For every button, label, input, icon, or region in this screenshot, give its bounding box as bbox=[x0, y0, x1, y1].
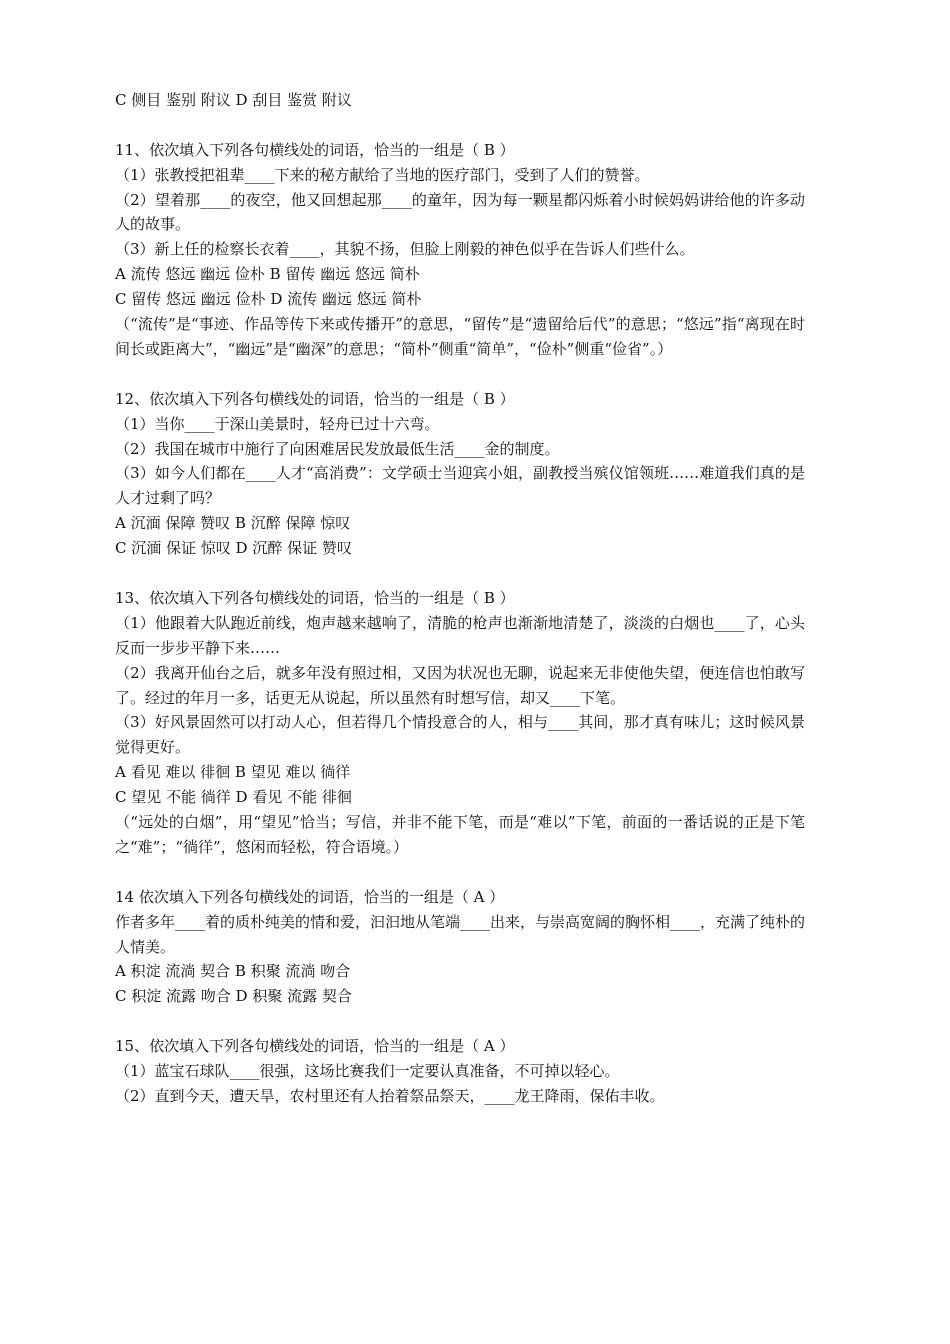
paragraph-gap bbox=[115, 860, 805, 885]
question-13-options-cd: C 望见 不能 徜徉 D 看见 不能 徘徊 bbox=[115, 788, 352, 807]
question-11-explanation: （“流传”是“事迹、作品等传下来或传播开”的意思，“留传”是“遗留给后代”的意思；“悠远”指“离现在时间长或距离大”，“幽远”是“幽深”的意思；“简朴”侧重“简单”，“俭朴”侧重“俭省”。） bbox=[115, 315, 805, 358]
question-15-stem: 15、依次填入下列各句横线处的词语，恰当的一组是（ A ） bbox=[115, 1037, 515, 1056]
paragraph-gap bbox=[115, 113, 805, 138]
question-11-options-cd: C 留传 悠远 幽远 俭朴 D 流传 幽远 悠远 简朴 bbox=[115, 290, 422, 309]
paragraph-gap bbox=[115, 362, 805, 387]
paragraph-gap bbox=[115, 1009, 805, 1034]
question-12-sentence-1: （1）当你____于深山美景时，轻舟已过十六弯。 bbox=[115, 414, 440, 433]
question-13-explanation: （“远处的白烟”，用“望见”恰当；写信，并非不能下笔，而是“难以”下笔，前面的一番话说的正是下笔之“难”；“徜徉”，悠闲而轻松，符合语境。） bbox=[115, 813, 805, 856]
question-13-sentence-2: （2）我离开仙台之后，就多年没有照过相，又因为状况也无聊，说起来无非使他失望，便连信也怕敢写了。经过的年月一多，话更无从说起，所以虽然有时想写信，却又____下笔。 bbox=[115, 663, 805, 707]
question-11-sentence-3: （3）新上任的检察长衣着____，其貌不扬，但脸上刚毅的神色似乎在告诉人们些什么。 bbox=[115, 240, 695, 259]
question-13-options-ab: A 看见 难以 徘徊 B 望见 难以 徜徉 bbox=[115, 763, 351, 782]
paragraph-gap bbox=[115, 561, 805, 586]
option-line: C 侧目 鉴别 附议 D 刮目 鉴赏 附议 bbox=[115, 91, 352, 109]
question-11-stem: 11、依次填入下列各句横线处的词语，恰当的一组是（ B ） bbox=[115, 140, 515, 159]
question-12-sentence-2: （2）我国在城市中施行了向困难居民发放最低生活____金的制度。 bbox=[115, 439, 560, 458]
document-body bbox=[115, 88, 805, 1109]
question-11-sentence-2: （2）望着那____的夜空，他又回想起那____的童年，因为每一颗星都闪烁着小时候妈妈讲给他的许多动人的故事。 bbox=[115, 190, 805, 234]
question-12-sentence-3: （3）如今人们都在____人才“高消费”：文学硕士当迎宾小姐，副教授当殡仪馆领班……难道我们真的是人才过剩了吗？ bbox=[115, 464, 805, 508]
question-14-options-cd: C 积淀 流露 吻合 D 积聚 流露 契合 bbox=[115, 987, 352, 1006]
question-11-sentence-1: （1）张教授把祖辈____下来的秘方献给了当地的医疗部门，受到了人们的赞誉。 bbox=[115, 165, 650, 184]
question-14-sentence: 作者多年____着的质朴纯美的情和爱，汩汩地从笔端____出来，与崇高宽阔的胸怀相____，充满了纯朴的人情美。 bbox=[115, 912, 806, 956]
question-15-sentence-2: （2）直到今天，遭天旱，农村里还有人抬着祭品祭天，____龙王降雨，保佑丰收。 bbox=[115, 1086, 665, 1105]
question-13-sentence-3: （3）好风景固然可以打动人心，但若得几个情投意合的人，相与____其间，那才真有味儿；这时候风景觉得更好。 bbox=[115, 713, 805, 757]
question-11-options-ab: A 流传 悠远 幽远 俭朴 B 留传 幽远 悠远 简朴 bbox=[115, 265, 420, 284]
question-14-options-ab: A 积淀 流淌 契合 B 积聚 流淌 吻合 bbox=[115, 962, 351, 981]
question-12-stem: 12、依次填入下列各句横线处的词语，恰当的一组是（ B ） bbox=[115, 389, 515, 408]
question-12-options-ab: A 沉湎 保障 赞叹 B 沉醉 保障 惊叹 bbox=[115, 514, 351, 533]
question-12-options-cd: C 沉湎 保证 惊叹 D 沉醉 保证 赞叹 bbox=[115, 539, 352, 558]
question-13-sentence-1: （1）他跟着大队跑近前线，炮声越来越响了，清脆的枪声也渐渐地清楚了，淡淡的白烟也____了，心头反而一步步平静下来…… bbox=[115, 613, 805, 657]
question-13-stem: 13、依次填入下列各句横线处的词语，恰当的一组是（ B ） bbox=[115, 588, 515, 607]
question-14-stem: 14 依次填入下列各句横线处的词语，恰当的一组是（ A ） bbox=[115, 887, 505, 906]
question-15-sentence-1: （1）蓝宝石球队____很强，这场比赛我们一定要认真准备，不可掉以轻心。 bbox=[115, 1061, 620, 1080]
